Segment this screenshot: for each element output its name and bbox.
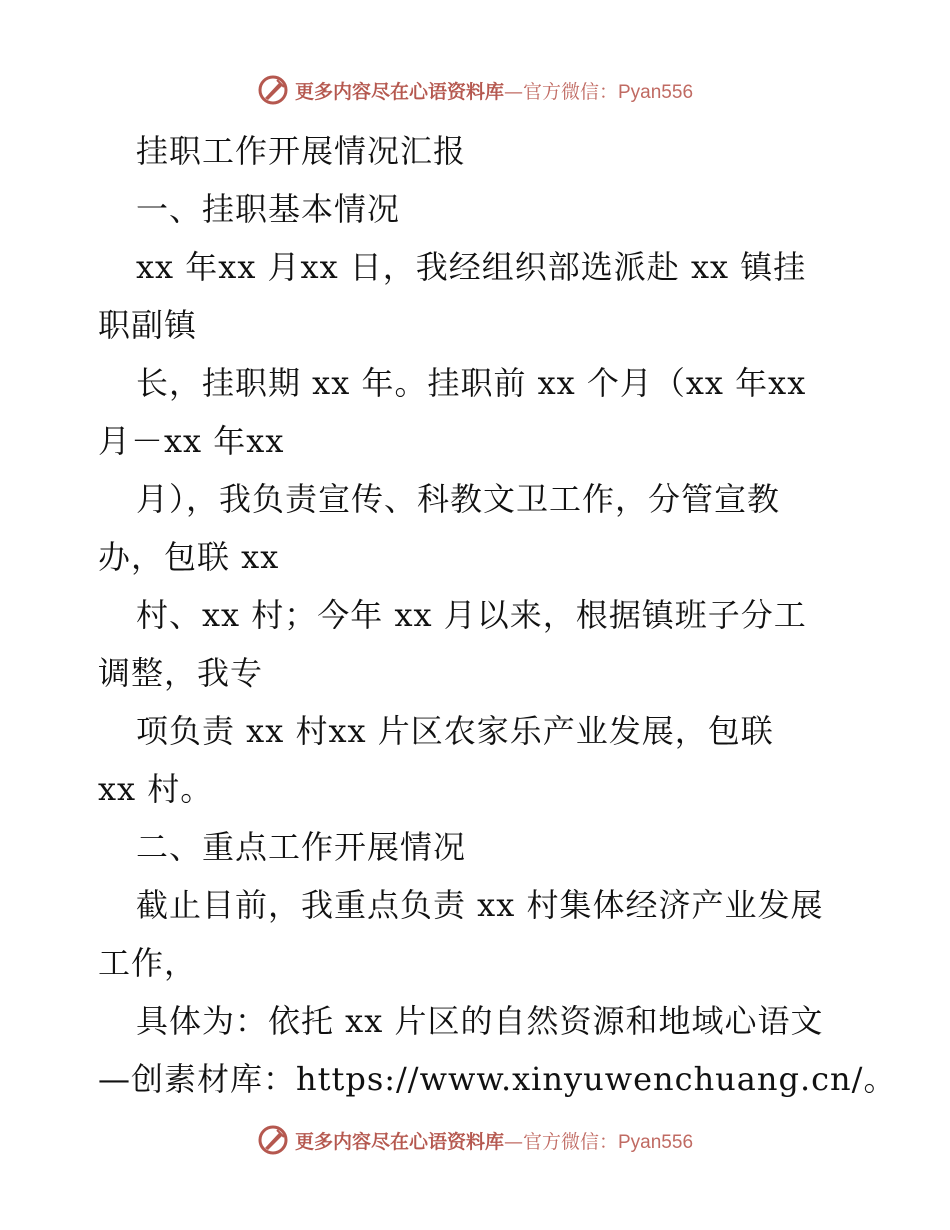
paragraph-line: xx 村。 <box>98 770 214 808</box>
paragraph-line: 长，挂职期 xx 年。挂职前 xx 个月（xx 年xx <box>136 364 807 402</box>
paragraph-line: —创素材库：https://www.xinyuwenchuang.cn/。 <box>98 1060 897 1098</box>
paragraph-line: 工作， <box>98 944 198 982</box>
paragraph-line: 月－xx 年xx <box>98 422 285 460</box>
paragraph-line: xx 年xx 月xx 日，我经组织部选派赴 xx 镇挂 <box>136 248 807 286</box>
paragraph-line: 项负责 xx 村xx 片区农家乐产业发展，包联 <box>136 712 774 750</box>
quill-logo-icon <box>257 74 289 106</box>
paragraph-line: 职副镇 <box>98 306 198 344</box>
watermark-header <box>0 70 950 110</box>
paragraph-line: 调整，我专 <box>98 654 264 692</box>
quill-logo-icon <box>257 1124 289 1156</box>
section-heading-1: 一、挂职基本情况 <box>136 190 401 228</box>
watermark-footer <box>0 1120 950 1160</box>
paragraph-line: 月），我负责宣传、科教文卫工作，分管宣教 <box>136 480 781 518</box>
watermark-text: 更多内容尽在心语资料库—官方微信：Pyan556 <box>294 1130 694 1153</box>
watermark-text: 更多内容尽在心语资料库—官方微信：Pyan556 <box>294 80 694 103</box>
paragraph-line: 具体为：依托 xx 片区的自然资源和地域心语文 <box>136 1002 824 1040</box>
section-heading-2: 二、重点工作开展情况 <box>136 828 467 866</box>
paragraph-line: 办，包联 xx <box>98 538 280 576</box>
paragraph-line: 村、xx 村；今年 xx 月以来，根据镇班子分工 <box>136 596 807 634</box>
paragraph-line: 截止目前，我重点负责 xx 村集体经济产业发展 <box>136 886 824 924</box>
document-body <box>98 122 897 1108</box>
document-title: 挂职工作开展情况汇报 <box>136 132 467 170</box>
